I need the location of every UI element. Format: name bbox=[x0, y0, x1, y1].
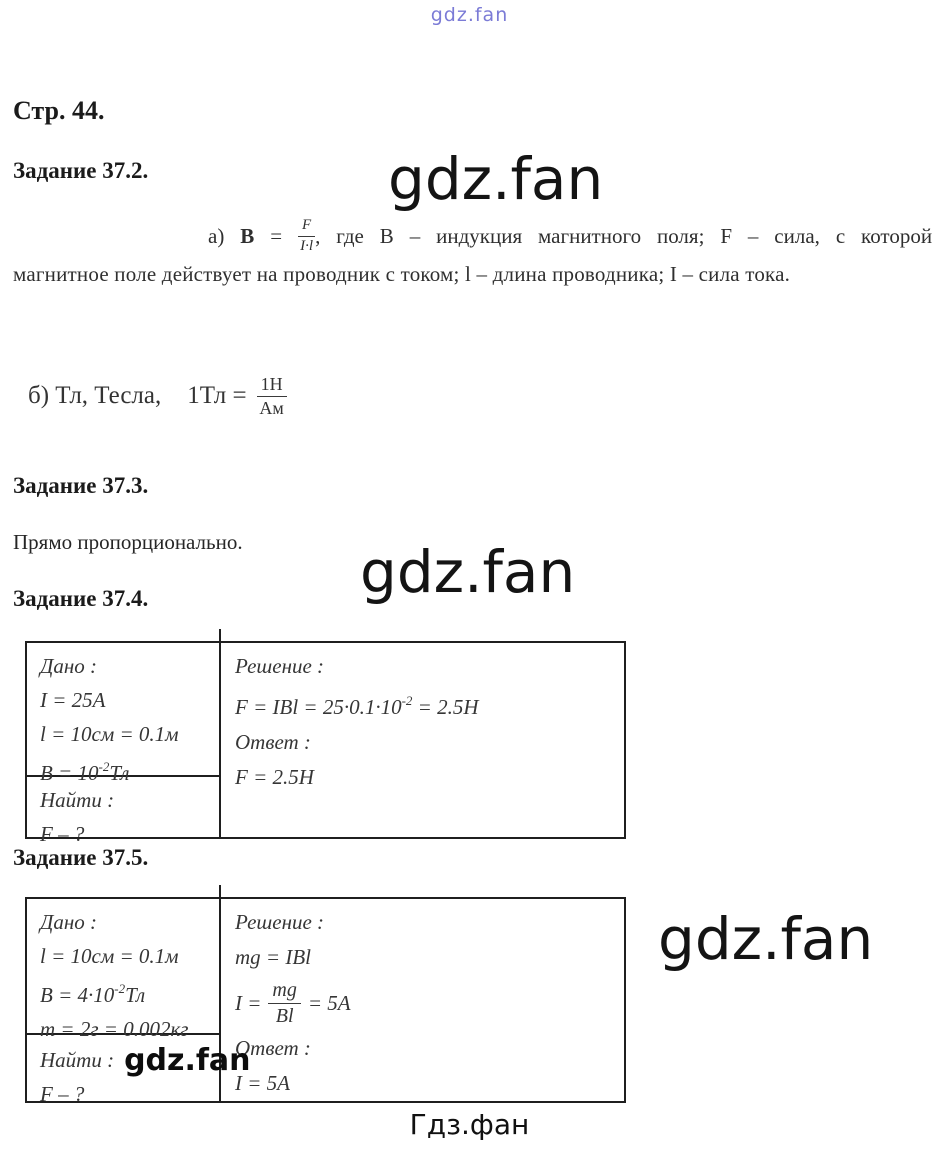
find-cell bbox=[27, 1035, 251, 1111]
given-label: Дано : bbox=[40, 910, 98, 934]
answer-value: I = 5А bbox=[235, 1071, 290, 1095]
find-value: F – ? bbox=[40, 822, 85, 846]
given-value: l = 10см = 0.1м bbox=[40, 944, 179, 968]
exponent: -2 bbox=[114, 981, 126, 996]
answer-37-2a-line1 bbox=[208, 216, 932, 257]
fraction-numerator: F bbox=[298, 217, 315, 236]
exponent: -2 bbox=[98, 759, 110, 774]
solution-formula: mg = IBl bbox=[235, 945, 311, 969]
formula-part: B = 4·10 bbox=[40, 983, 115, 1007]
task-heading-37-3: Задание 37.3. bbox=[13, 473, 149, 498]
given-value: l = 10см = 0.1м bbox=[40, 722, 179, 746]
solution-label: Решение : bbox=[235, 654, 325, 678]
footer-site-name: Гдз.фан bbox=[409, 1108, 530, 1141]
answer-value: F = 2.5Н bbox=[235, 765, 314, 789]
solution-formula bbox=[235, 684, 624, 725]
answer-label: Ответ : bbox=[235, 1036, 311, 1060]
watermark-large-3: gdz.fan bbox=[658, 905, 874, 973]
answer-37-2a-text: где В – индукция магнитного поля; F – сила, с которой bbox=[336, 224, 933, 248]
fraction-numerator: 1Н bbox=[257, 374, 287, 397]
comma: , bbox=[315, 224, 321, 248]
answer-37-2b bbox=[28, 374, 287, 418]
answer-37-3: Прямо пропорционально. bbox=[13, 530, 243, 554]
table-left-column bbox=[27, 643, 221, 846]
given-value: I = 25А bbox=[40, 688, 106, 712]
given-cell bbox=[27, 899, 219, 1041]
formula-part: B = 10 bbox=[40, 761, 99, 785]
table-divider-tick bbox=[219, 885, 221, 897]
formula-fraction-mg-Bl bbox=[268, 979, 300, 1028]
equals-sign: = bbox=[270, 224, 283, 248]
solution-table-37-5 bbox=[25, 897, 626, 1106]
task-heading-37-2: Задание 37.2. bbox=[13, 158, 149, 183]
watermark-large-1: gdz.fan bbox=[388, 145, 604, 213]
formula-part: Тл bbox=[109, 761, 130, 785]
formula-part: Тл bbox=[125, 983, 146, 1007]
find-label: Найти : bbox=[40, 1048, 115, 1072]
answer-37-2a-line2: магнитное поле действует на проводник с током; l – длина проводника; I – сила тока. bbox=[13, 262, 791, 286]
tesla-definition-lhs: 1Тл = bbox=[187, 382, 247, 410]
task-heading-37-5: Задание 37.5. bbox=[13, 845, 149, 870]
answer-label: Ответ : bbox=[235, 730, 311, 754]
fraction-denominator: I·l bbox=[300, 237, 313, 254]
watermark-top-small: gdz.fan bbox=[430, 4, 509, 26]
table-left-column bbox=[27, 899, 251, 1106]
solution-table-37-4 bbox=[25, 641, 626, 846]
watermark-large-2: gdz.fan bbox=[360, 538, 576, 606]
formula-var-B: B bbox=[240, 224, 255, 248]
given-value bbox=[40, 973, 219, 1012]
page-title: Стр. 44. bbox=[13, 96, 105, 125]
given-cell bbox=[27, 643, 219, 785]
item-b-text: б) Тл, Тесла, bbox=[28, 382, 162, 410]
item-a-label: а) bbox=[208, 224, 225, 248]
fraction-numerator: mg bbox=[268, 979, 300, 1004]
solution-formula-fraction bbox=[235, 975, 624, 1031]
solution-label: Решение : bbox=[235, 910, 325, 934]
table-divider-tick bbox=[219, 629, 221, 641]
given-label: Дано : bbox=[40, 654, 98, 678]
find-value: F – ? bbox=[40, 1082, 85, 1106]
solution-cell bbox=[221, 899, 624, 1101]
given-value: m = 2г = 0.002кг bbox=[40, 1017, 189, 1041]
fraction-denominator: Ам bbox=[259, 397, 284, 418]
fraction-denominator: Bl bbox=[275, 1004, 294, 1027]
watermark-inline-small: gdz.fan bbox=[124, 1043, 251, 1078]
find-label: Найти : bbox=[40, 788, 115, 812]
solution-cell bbox=[221, 643, 624, 837]
formula-fraction-N-Am bbox=[257, 374, 287, 418]
formula-lhs: I = bbox=[235, 990, 262, 1015]
formula-part: = 2.5Н bbox=[412, 695, 479, 719]
formula-fraction-F-Il bbox=[298, 217, 315, 255]
formula-rhs: = 5А bbox=[307, 990, 351, 1015]
find-cell bbox=[27, 777, 219, 851]
task-heading-37-4: Задание 37.4. bbox=[13, 586, 149, 611]
exponent: -2 bbox=[401, 693, 413, 708]
find-label-row bbox=[40, 1041, 251, 1078]
formula-part: F = IBl = 25·0.1·10 bbox=[235, 695, 402, 719]
